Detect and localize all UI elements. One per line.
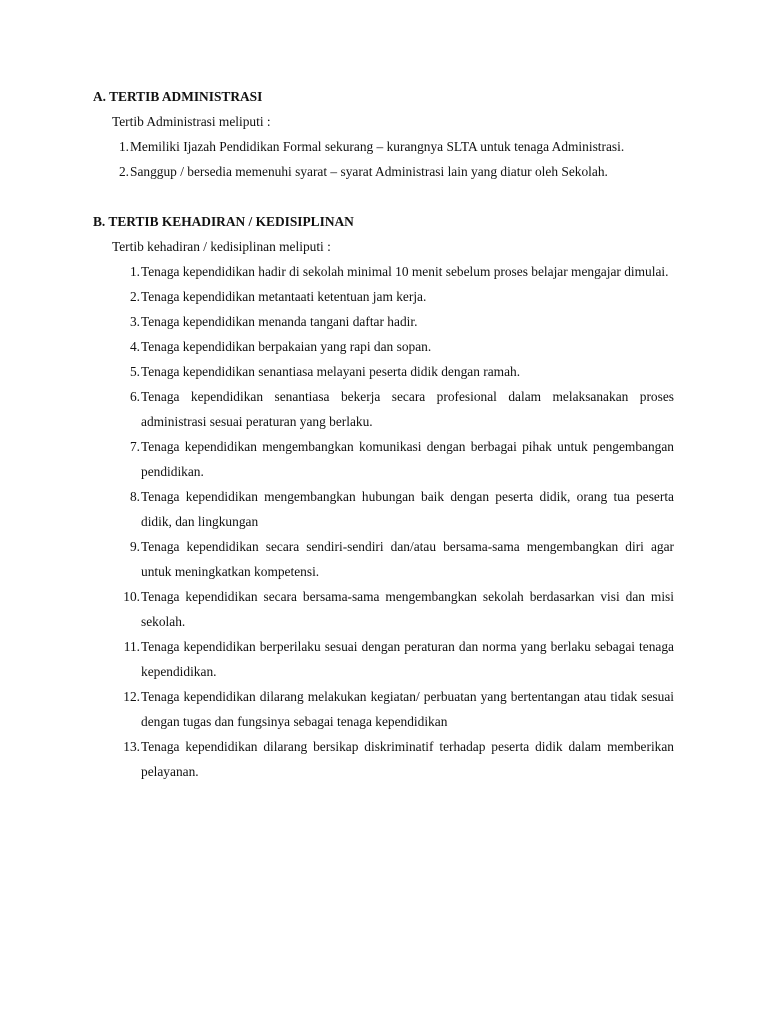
list-item-text: Tenaga kependidikan dilarang melakukan kegiatan/ perbuatan yang bertentangan atau tidak sesuai dengan tugas dan fungsinya sebagai tenaga kependidikan <box>141 689 674 729</box>
list-item <box>93 384 674 434</box>
section-a <box>93 84 674 184</box>
list-item-number: 6. <box>129 389 140 404</box>
list-item-number: 11. <box>123 639 140 654</box>
list-item-number: 9. <box>129 539 140 554</box>
list-item-number: 1. <box>129 264 140 279</box>
document-page <box>93 84 674 784</box>
list-item-text: Tenaga kependidikan senantiasa bekerja secara profesional dalam melaksanakan proses administrasi sesuai peraturan yang berlaku. <box>141 389 674 429</box>
list-item-text: Tenaga kependidikan berpakaian yang rapi dan sopan. <box>141 339 432 354</box>
list-item-text: Tenaga kependidikan berperilaku sesuai dengan peraturan dan norma yang berlaku sebagai tenaga kependidikan. <box>141 639 674 679</box>
list-item <box>93 309 674 334</box>
list-item <box>93 159 674 184</box>
list-item <box>93 334 674 359</box>
list-item <box>93 634 674 684</box>
list-item-text: Tenaga kependidikan mengembangkan hubungan baik dengan peserta didik, orang tua peserta didik, dan lingkungan <box>141 489 674 529</box>
list-item-number: 2. <box>118 164 129 179</box>
list-item <box>93 684 674 734</box>
list-item-number: 10. <box>123 589 140 604</box>
list-item-number: 5. <box>129 364 140 379</box>
list-item <box>93 134 674 159</box>
list-item <box>93 534 674 584</box>
section-b-intro: Tertib kehadiran / kedisiplinan meliputi : <box>112 239 331 254</box>
list-item-number: 8. <box>129 489 140 504</box>
list-item-number: 12. <box>123 689 140 704</box>
list-item-number: 7. <box>129 439 140 454</box>
section-b-title: B. TERTIB KEHADIRAN / KEDISIPLINAN <box>93 214 354 229</box>
section-b <box>93 209 674 784</box>
list-item <box>93 734 674 784</box>
list-item-text: Sanggup / bersedia memenuhi syarat – syarat Administrasi lain yang diatur oleh Sekolah. <box>130 164 608 179</box>
list-item-text: Tenaga kependidikan secara bersama-sama mengembangkan sekolah berdasarkan visi dan misi sekolah. <box>141 589 674 629</box>
list-item <box>93 359 674 384</box>
list-item-number: 13. <box>123 739 140 754</box>
section-a-list <box>93 134 674 184</box>
section-spacer <box>93 184 674 209</box>
list-item-number: 1. <box>118 139 129 154</box>
list-item-text: Tenaga kependidikan senantiasa melayani peserta didik dengan ramah. <box>141 364 521 379</box>
list-item-text: Tenaga kependidikan dilarang bersikap diskriminatif terhadap peserta didik dalam memberikan pelayanan. <box>141 739 674 779</box>
list-item-number: 3. <box>129 314 140 329</box>
list-item-number: 4. <box>129 339 140 354</box>
list-item-text: Tenaga kependidikan secara sendiri-sendiri dan/atau bersama-sama mengembangkan diri agar untuk meningkatkan kompetensi. <box>141 539 674 579</box>
list-item <box>93 484 674 534</box>
section-a-intro: Tertib Administrasi meliputi : <box>112 114 271 129</box>
list-item-number: 2. <box>129 289 140 304</box>
list-item-text: Tenaga kependidikan mengembangkan komunikasi dengan berbagai pihak untuk pengembangan pendidikan. <box>141 439 674 479</box>
list-item <box>93 434 674 484</box>
list-item <box>93 284 674 309</box>
list-item <box>93 259 674 284</box>
list-item-text: Tenaga kependidikan metantaati ketentuan jam kerja. <box>141 289 427 304</box>
section-a-title: A. TERTIB ADMINISTRASI <box>93 89 263 104</box>
list-item <box>93 584 674 634</box>
list-item-text: Tenaga kependidikan menanda tangani daftar hadir. <box>141 314 418 329</box>
section-b-list <box>93 259 674 784</box>
list-item-text: Tenaga kependidikan hadir di sekolah minimal 10 menit sebelum proses belajar mengajar dimulai. <box>141 264 669 279</box>
list-item-text: Memiliki Ijazah Pendidikan Formal sekurang – kurangnya SLTA untuk tenaga Administrasi. <box>130 139 625 154</box>
